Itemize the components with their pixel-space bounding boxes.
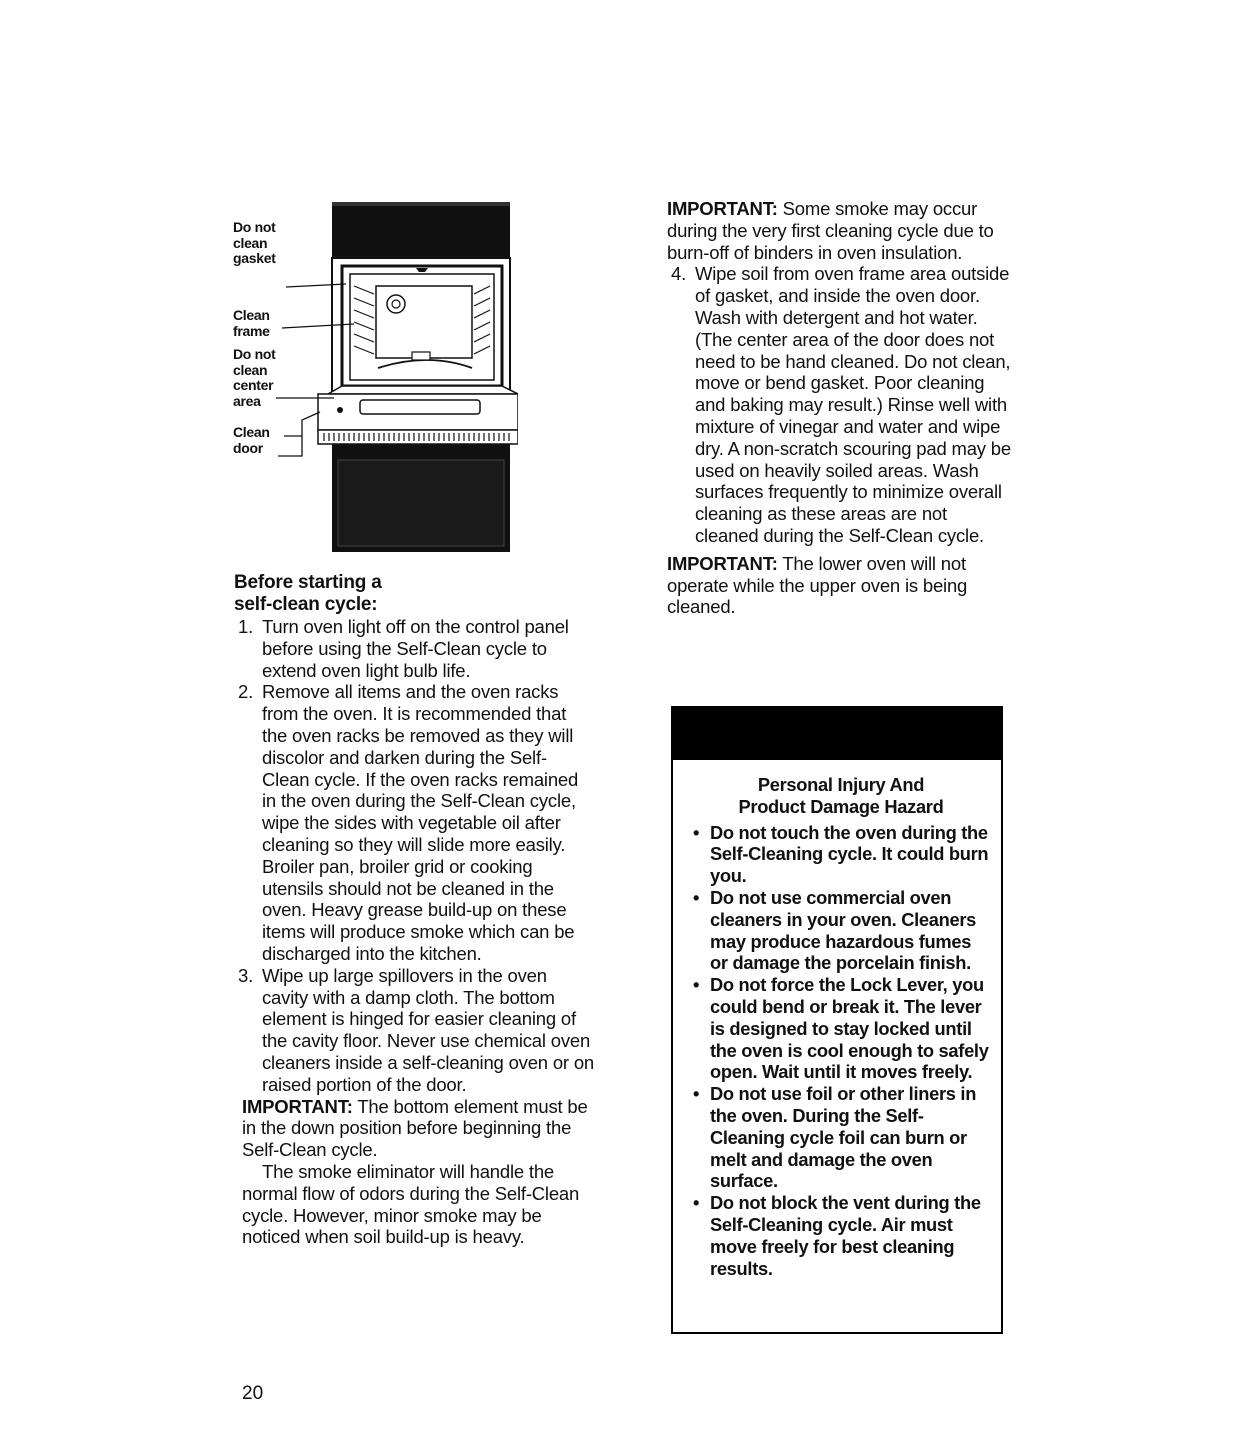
important-note-bottom-element: IMPORTANT: The bottom element must be in the down position before beginning the Self-Clean cycle. bbox=[242, 1095, 588, 1161]
important-note-lower-oven: IMPORTANT: The lower oven will not operate while the upper oven is being cleaned. bbox=[667, 552, 968, 618]
section-heading: Before starting a self-clean cycle: bbox=[234, 572, 382, 615]
right-column bbox=[667, 198, 1012, 618]
list-item: • Do not touch the oven during the Self-Cleaning cycle. It could burn you. bbox=[693, 821, 989, 887]
list-item: 2. Remove all items and the oven racks from the oven. It is recommended that the oven racks be removed as they will discolor and darken during the Self-Clean cycle. If the oven racks remained in the oven during the Self-Clean cycle, wipe the sides with vegetable oil after cleaning so they will slide more easily. Broiler pan, broiler grid or cooking utensils should not be cleaned in the oven. Heavy grease build-up on these items will produce smoke which can be discharged into the kitchen. bbox=[238, 681, 579, 964]
list-item: • Do not use foil or other liners in the oven. During the Self-Cleaning cycle foil can burn or melt and damage the oven surface. bbox=[693, 1083, 977, 1192]
list-item: 4. Wipe soil from oven frame area outside of gasket, and inside the oven door. Wash with detergent and hot water. (The center area of the door does not need to be hand cleaned. Do not clean, move or bend gasket. Poor cleaning and baking may result.) Rinse well with mixture of vinegar and water and wipe dry. A non-scratch scouring pad may be used on heavily soiled areas. Wash surfaces frequently to minimize overall cleaning as these areas are not cleaned during the Self-Clean cycle. bbox=[671, 263, 1011, 546]
label-door: Clean door bbox=[233, 424, 270, 456]
list-item: • Do not use commercial oven cleaners in your oven. Cleaners may produce hazardous fumes or damage the porcelain finish. bbox=[693, 886, 977, 974]
left-column bbox=[234, 572, 594, 1248]
oven-diagram bbox=[228, 198, 518, 554]
warning-list bbox=[693, 822, 989, 1280]
label-gasket: Do not clean gasket bbox=[233, 219, 276, 266]
steps-list bbox=[234, 616, 594, 1096]
list-item: • Do not block the vent during the Self-Cleaning cycle. Air must move freely for best cleaning results. bbox=[693, 1192, 981, 1279]
warning-body bbox=[673, 760, 1001, 1279]
label-center-area: Do not clean center area bbox=[233, 346, 276, 409]
smoke-eliminator-note: The smoke eliminator will handle the normal flow of odors during the Self-Clean cycle. However, minor smoke may be noticed when soil build-up is heavy. bbox=[242, 1160, 580, 1248]
steps-list-continued bbox=[667, 263, 1012, 546]
page-number: 20 bbox=[242, 1383, 264, 1404]
list-item: 1. Turn oven light off on the control panel before using the Self-Clean cycle to extend oven light bulb life. bbox=[238, 616, 569, 681]
warning-box bbox=[671, 706, 1003, 1334]
warning-title: Personal Injury And Product Damage Hazard bbox=[738, 774, 944, 817]
label-frame: Clean frame bbox=[233, 307, 270, 339]
warning-header-bar bbox=[673, 708, 1001, 760]
list-item: 3. Wipe up large spillovers in the oven cavity with a damp cloth. The bottom element is hinged for easier cleaning of the cavity floor. Never use chemical oven cleaners inside a self-cleaning oven or on raised portion of the door. bbox=[238, 964, 594, 1095]
important-note-smoke: IMPORTANT: Some smoke may occur during the very first cleaning cycle due to burn-off of binders in oven insulation. bbox=[667, 198, 994, 263]
list-item: • Do not force the Lock Lever, you could bend or break it. The lever is designed to stay locked until the oven is cool enough to safely open. Wait until it moves freely. bbox=[693, 974, 989, 1083]
